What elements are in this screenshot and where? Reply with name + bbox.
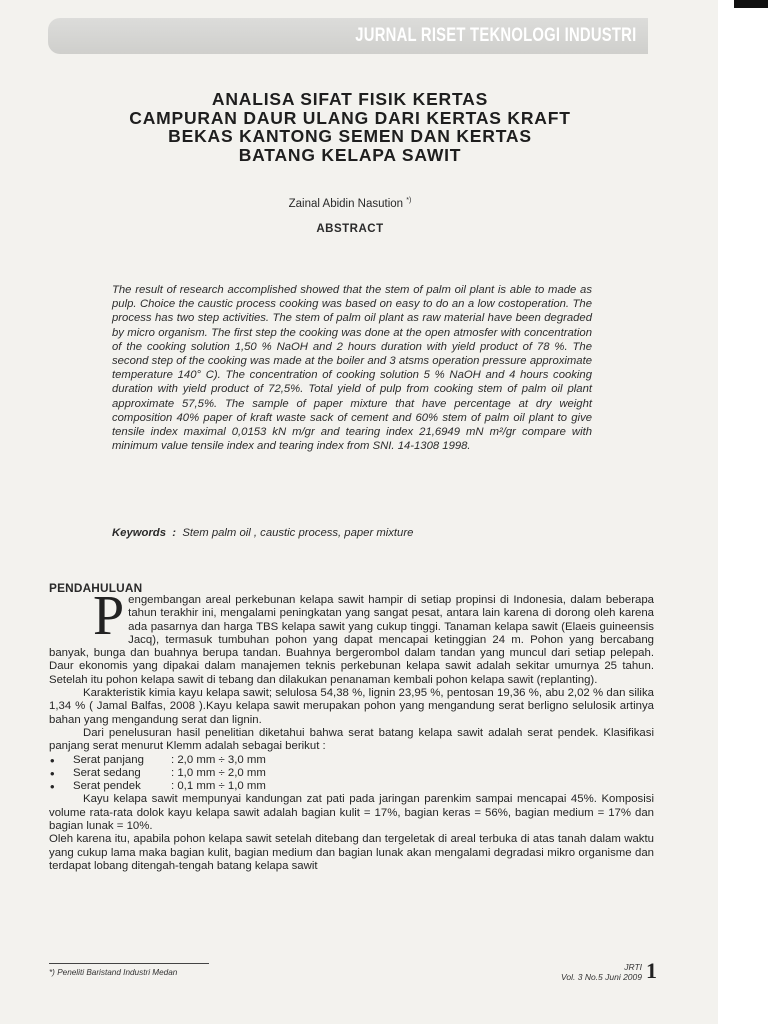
paper-title	[80, 90, 620, 164]
fiber-class-label: Serat sedang	[73, 766, 141, 779]
fiber-class-value: : 0,1 mm ÷ 1,0 mm	[171, 780, 266, 793]
footnote-divider	[49, 963, 209, 964]
keywords-line	[112, 527, 592, 539]
scan-margin	[718, 0, 768, 1024]
page-number: 1	[646, 958, 657, 983]
abstract-text: The result of research accomplished showed that the stem of palm oil plant is able to made as pulp. Choice the caustic process cooking was based on easy to do an a low costoperation. The process has two step activities. The stem of palm oil plant as raw material have been degraded by micro organism. The first step the cooking was done at the open atmosfer with concentration of the cooking solution 1,50 % NaOH and 2 hours duration with yield product of 78 %. The second step of the cooking was made at the boiler and 3 atsms operation pressure approximate temperature 140° C). The concentration of cooking solution 5 % NaOH and 4 hours cooking duration with yield product of 72,5%. Total yield of pulp from cooking stem of palm oil plant approximate 57,5%. The sample of paper mixture that have percentage at dry weight composition 40% paper of kraft waste sack of cement and 60% stem of palm oil plant to give tensile index maximal 0,0153 kN m/gr and tearing index 21,6949 mN m²/gr compare with minimum value tensile index and tearing index from SNI. 14-1308 1998.	[112, 284, 592, 453]
author-line	[0, 197, 700, 210]
paragraph-4: Kayu kelapa sawit mempunyai kandungan zat pati pada jaringan parenkim sampai mencapai 45%. Komposisi volume rata-rata dolok kayu kelapa sawit adalah bagian kulit = 17%, bagian keras = 56%, bagian medium = 17% dan bagian lunak = 10%.	[49, 793, 654, 833]
section-heading: PENDAHULUAN	[49, 581, 143, 595]
paragraph-2: Karakteristik kimia kayu kelapa sawit; selulosa 54,38 %, lignin 23,95 %, pentosan 19,36 %, abu 2,02 % dan silika 1,34 % ( Jamal Balfas, 2008 ).Kayu kelapa sawit merupakan pohon yang mengandung serat berligno selulosik artinya bahan yang mengandung serat dan lignin.	[49, 687, 654, 726]
fiber-class-value: : 2,0 mm ÷ 3,0 mm	[171, 753, 266, 766]
fiber-class-list	[49, 754, 654, 794]
keywords-label: Keywords	[112, 527, 166, 539]
author-footnote-marker: *)	[406, 197, 412, 204]
list-item	[49, 780, 654, 793]
footer-journal-info	[560, 962, 642, 982]
scan-corner-mark	[734, 0, 768, 8]
fiber-class-label: Serat panjang	[73, 753, 144, 766]
drop-cap: P	[93, 585, 125, 647]
list-item	[49, 767, 654, 780]
title-line: BATANG KELAPA SAWIT	[238, 144, 462, 165]
keywords-value: Stem palm oil , caustic process, paper mixture	[182, 527, 414, 539]
paragraph-3: Dari penelusuran hasil penelitian diketahui bahwa serat batang kelapa sawit adalah serat pendek. Klasifikasi panjang serat menurut Klemm adalah sebagai berikut :	[49, 726, 654, 753]
footer-journal-abbr: JRTI	[624, 962, 642, 972]
footer-issue: Vol. 3 No.5 Juni 2009	[561, 972, 642, 982]
list-item	[49, 754, 654, 767]
title-line: CAMPURAN DAUR ULANG DARI KERTAS KRAFT	[129, 107, 571, 128]
title-line: ANALISA SIFAT FISIK KERTAS	[211, 89, 489, 109]
fiber-class-label: Serat pendek	[73, 780, 141, 793]
title-line: BEKAS KANTONG SEMEN DAN KERTAS	[168, 126, 532, 146]
journal-banner	[48, 18, 648, 54]
paragraph-5: Oleh karena itu, apabila pohon kelapa sawit setelah ditebang dan tergeletak di areal terbuka di atas tanah dalam waktu yang cukup lama maka bagian kulit, bagian medium dan bagian lunak akan mengalami degradasi mikro organisme dan terdapat lobang ditengah-tengah batang kelapa sawit	[49, 833, 654, 872]
paragraph-1-text: engembangan areal perkebunan kelapa sawit hampir di setiap propinsi di Indonesia, dalam beberapa tahun terakhir ini, mengalami peningkatan yang sangat pesat, antara lain karena di dorong oleh karena ada pasarnya dan harga TBS kelapa sawit yang cukup tinggi. Tanaman kelapa sawit (Elaeis guineensis Jacq), termasuk tumbuhan pohon yang dapat mencapai ketinggian 24 m. Pohon yang bercabang banyak, bunga dan buahnya berupa tandan. Buahnya bergerombol dalam tandan yang muncul dari setiap pelepah. Daur ekonomis yang dipakai dalam manajemen teknis perkebunan kelapa sawit adalah sekitar umurnya 25 tahun. Setelah itu pohon kelapa sawit di tebang dan dilakukan penanaman kembali pohon kelapa sawit (replanting).	[49, 594, 654, 686]
journal-banner-text: JURNAL RISET TEKNOLOGI INDUSTRI	[354, 25, 636, 46]
footnote: *) Peneliti Baristand Industri Medan	[49, 968, 178, 977]
keywords-separator: :	[172, 527, 177, 539]
abstract-heading: ABSTRACT	[316, 223, 384, 235]
author-name: Zainal Abidin Nasution	[288, 197, 404, 210]
fiber-class-value: : 1,0 mm ÷ 2,0 mm	[171, 766, 266, 779]
